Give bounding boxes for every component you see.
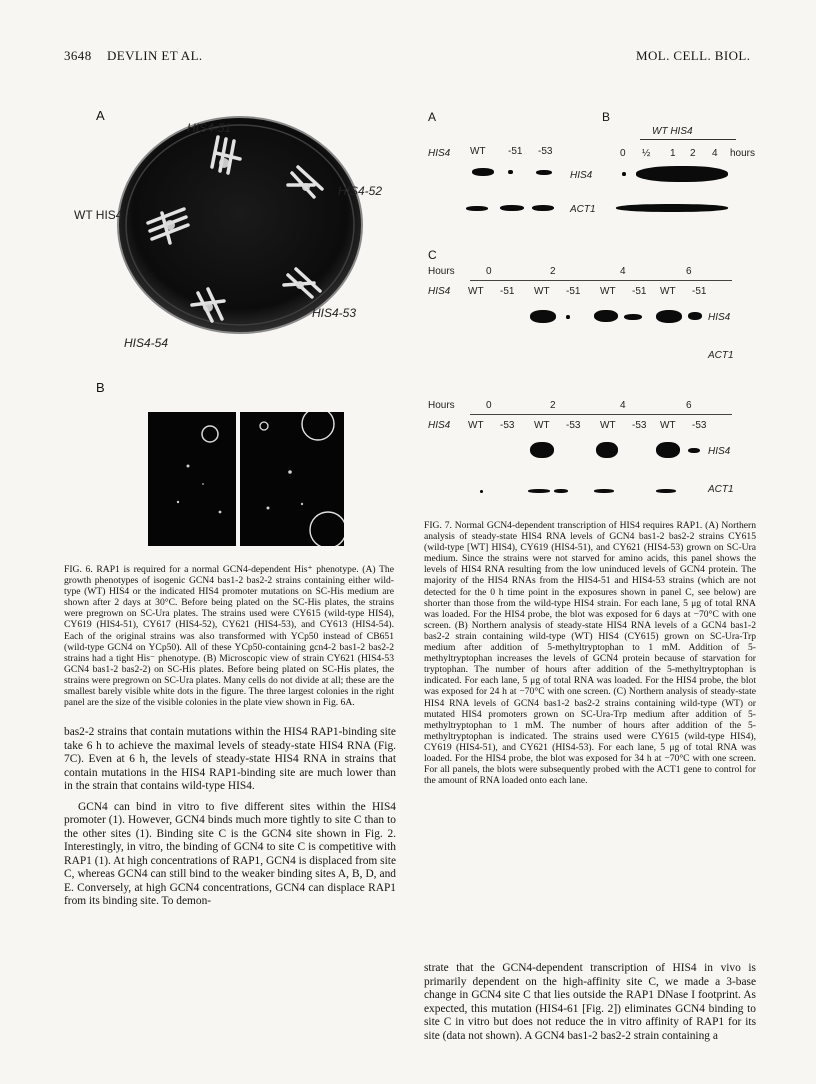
body-right-paragraph-1: strate that the GCN4-dependent transcription of HIS4 in vivo is primarily dependent on the high-affinity site C, we made a 3-base change in GCN4 site C that lies outside the RAP1 DNase I footprint. As expected, this mutation (HIS4-61 [Fig. 2]) eliminates GCN4 binding to site C in vitro but does not reduce the in vitro affinity of RAP1 for its site (data not shown). A GCN4 bas1-2 bas2-2 strain containing a xyxy=(424,962,756,1042)
micrograph-right xyxy=(240,412,344,546)
fig7c-top-band-4h-wt xyxy=(594,310,618,322)
plate-label-his4-53: HIS4-53 xyxy=(312,306,357,320)
fig7a-lane-wt: WT xyxy=(470,146,486,157)
fig7b-title-rule xyxy=(640,139,736,140)
fig7b-band-act1 xyxy=(616,204,728,212)
plate-label-his4-54: HIS4-54 xyxy=(124,336,169,350)
fig7c-bottom-lane-4: -53 xyxy=(566,420,581,431)
fig7c-top-hours-label: Hours xyxy=(428,266,455,277)
micrograph-left xyxy=(148,412,236,546)
fig7b-time-2: 2 xyxy=(690,148,696,159)
journal-name: MOL. CELL. BIOL. xyxy=(636,48,751,63)
running-authors: DEVLIN ET AL. xyxy=(107,48,203,63)
fig7c-bottom-hours-label: Hours xyxy=(428,400,455,411)
fig7c-top-lane-6: -51 xyxy=(632,286,647,297)
fig7c-bottom-act1-2h-53 xyxy=(554,489,568,493)
fig7c-bottom-band-4h-wt xyxy=(596,442,618,458)
fig7c-bottom-his4-right-label: HIS4 xyxy=(708,446,731,457)
fig7c-bottom-time-2: 2 xyxy=(550,400,556,411)
fig7b-time-1: 1 xyxy=(670,148,676,159)
fig7c-bottom-act1-4h xyxy=(594,489,614,493)
fig7c-top-band-6h-wt xyxy=(656,310,682,323)
fig7b-time-half: ½ xyxy=(642,148,651,159)
fig7a-band-act1-53 xyxy=(532,205,554,211)
fig7-caption: FIG. 7. Normal GCN4-dependent transcription of HIS4 requires RAP1. (A) Northern analysis of steady-state HIS4 RNA levels of GCN4 bas1-2 bas2-2 strains CY615 (wild-type [WT] HIS4), CY619 (HIS4-51), and CY621 (HIS4-53) grown on SC-Ura medium. Since the strains were not starved for amino acids, this panel shows the levels of HIS4 RNA resulting from the low uninduced levels of GCN4 protein. The majority of the HIS4 RNAs from the HIS4-51 and HIS4-53 strains (which are not detected for the 0 h time point in the exposures shown in panel C, see below) are shorter than those from the wild-type HIS4 strain. For each lane, 5 μg of total RNA was loaded. For the HIS4 probe, the blot was exposed for 6 days at −70°C with one screen. (B) Northern analysis of steady-state HIS4 RNA levels of a GCN4 bas1-2 bas2-2 strain containing wild-type (WT) HIS4 (CY615) grown on SC-Ura-Trp medium after addition of 5-methyltryptophan to 1 mM. Addition of 5-methyltryptophan increases the levels of GCN4 protein because of starvation for tryptophan. The number of hours after addition of the 5-methyltryptophan is indicated. For each lane, 5 μg of total RNA was loaded. For the HIS4 probe, the blot was exposed for 24 h at −70°C with one screen. (C) Northern analysis of steady-state HIS4 RNA levels of GCN4 bas1-2 bas2-2 strains containing wild-type (WT) or mutated HIS4 promoters grown on SC-Ura-Trp medium after addition of 5-methyltryptophan to 1 mM. The number of hours after addition of the 5-methyltryptophan is indicated. The strains used were CY615 (wild-type HIS4), CY619 (HIS4-51), and CY621 (HIS4-53). For each lane, 5 μg of total RNA was loaded. For the HIS4 probe, the blot was exposed for 34 h at −70°C with one screen. For all panels, the blots were subsequently probed with the ACT1 gene to control for the amount of RNA loaded onto each lane. xyxy=(424,520,756,787)
fig7a-band-act1-wt xyxy=(466,206,488,211)
fig7c-top-band-4h-51 xyxy=(624,314,642,320)
micrograph-left-image xyxy=(148,412,236,546)
fig7c-bottom-lane-1: WT xyxy=(468,420,484,431)
fig7c-top-time-4: 4 xyxy=(620,266,626,277)
fig7c-bottom-time-0: 0 xyxy=(486,400,492,411)
fig7c-top-lane-1: WT xyxy=(468,286,484,297)
fig7b-hours-label: hours xyxy=(730,148,756,159)
plate-label-his4-52: HIS4-52 xyxy=(338,184,383,198)
fig7b-band-his4-induced xyxy=(636,166,728,182)
fig7b-band-his4-0 xyxy=(622,172,626,176)
fig7b-time-0: 0 xyxy=(620,148,626,159)
fig7c-top-lane-5: WT xyxy=(600,286,616,297)
fig7b-title: WT HIS4 xyxy=(652,126,693,137)
fig7a-row-his4: HIS4 xyxy=(428,148,451,159)
plate-label-his4-51: HIS4-51 xyxy=(187,121,232,135)
page-number: 3648 xyxy=(64,48,92,63)
fig7c-bottom-act1-6h xyxy=(656,489,676,493)
fig7c-bottom-band-6h-53 xyxy=(688,448,700,453)
fig7c-top-band-6h-51 xyxy=(688,312,702,320)
fig7c-bottom-lane-8: -53 xyxy=(692,420,707,431)
fig7-panel-c-label: C xyxy=(428,248,437,262)
fig7c-top-rule xyxy=(470,280,732,281)
fig7c-top-lane-2: -51 xyxy=(500,286,515,297)
fig7-blots xyxy=(420,100,765,500)
fig7b-row-his4: HIS4 xyxy=(570,170,593,181)
fig7-panel-a-label: A xyxy=(428,110,437,124)
fig7c-bottom-act1-2h xyxy=(528,489,550,493)
fig7c-bottom-lane-3: WT xyxy=(534,420,550,431)
fig7c-bottom-lane-7: WT xyxy=(660,420,676,431)
fig7a-band-act1-51 xyxy=(500,205,524,211)
fig7c-bottom-lane-5: WT xyxy=(600,420,616,431)
fig7c-bottom-time-6: 6 xyxy=(686,400,692,411)
fig7a-band-his4-wt xyxy=(472,168,494,176)
fig7c-bottom-rule xyxy=(470,414,732,415)
fig7c-top-time-0: 0 xyxy=(486,266,492,277)
fig7c-top-band-2h-51 xyxy=(566,315,570,319)
fig7b-row-act1: ACT1 xyxy=(570,204,596,215)
fig7c-top-his4-right-label: HIS4 xyxy=(708,312,731,323)
plate-label-wt-his4: WT HIS4 xyxy=(74,208,123,222)
fig7c-bottom-row-his4: HIS4 xyxy=(428,420,451,431)
fig7a-lane-53: -53 xyxy=(538,146,553,157)
fig7c-top-lane-7: WT xyxy=(660,286,676,297)
fig7-panel-b-label: B xyxy=(602,110,611,124)
fig7c-bottom-lane-2: -53 xyxy=(500,420,515,431)
fig7c-top-time-2: 2 xyxy=(550,266,556,277)
fig7c-bottom-band-6h-wt xyxy=(656,442,680,458)
fig6-caption: FIG. 6. RAP1 is required for a normal GCN4-dependent His⁺ phenotype. (A) The growth phenotypes of isogenic GCN4 bas1-2 bas2-2 strains containing either wild-type (WT) HIS4 or the indicated HIS4 promoter mutations on SC-His medium are shown after 2 days at 30°C. Before being plated on the SC-His plates, the strains were pregrown on SC-Ura plates. The strains used were CY615 (wild-type HIS4), CY619 (HIS4-51), CY617 (HIS4-52), CY621 (HIS4-53), and CY613 (HIS4-54). Each of the original strains was also transformed with YCp50 instead of CB651 (wild-type GCN4 on YCp50). All of these YCp50-containing gcn4-2 bas1-2 bas2-2 strains had a tight His⁻ phenotype. (B) Microscopic view of strain CY621 (HIS4-53 GCN4 bas1-2 bas2-2) on SC-His plates. Before being plated on SC-His plates, the strains were pregrown on SC-Ura plates. Many cells do not divide at all; these are the smallest barely visible white dots in the figure. The three largest colonies in the right panel are the size of the visible colonies in the plate view shown in Fig. 6A. xyxy=(64,564,394,709)
fig7c-top-lane-8: -51 xyxy=(692,286,707,297)
body-left-column xyxy=(64,726,396,909)
body-left-paragraph-2: GCN4 can bind in vitro to five different sites within the HIS4 promoter (1). However, GCN4 binds much more tightly to site C than to the other sites (1). Binding site C is the GCN4 site shown in Fig. 2. Interestingly, in vitro, the binding of GCN4 to site C is competitive with RAP1 (1). At high concentrations of RAP1, GCN4 is displaced from site C, whereas GCN4 can still bind to the weaker binding sites A, B, D, and E. Conversely, at high GCN4 concentrations, GCN4 can displace RAP1 from its binding site. To demon- xyxy=(64,800,396,907)
fig7c-top-act1-right-label: ACT1 xyxy=(708,350,734,361)
fig7c-top-lane-3: WT xyxy=(534,286,550,297)
fig6-panel-b-label: B xyxy=(96,380,105,395)
body-right-column xyxy=(424,962,756,1043)
fig7c-bottom-act1-0-wt xyxy=(480,490,483,493)
fig7c-top-time-6: 6 xyxy=(686,266,692,277)
fig7b-time-4: 4 xyxy=(712,148,718,159)
fig6-panel-a-label: A xyxy=(96,108,105,123)
fig7a-lane-51: -51 xyxy=(508,146,523,157)
micrograph-right-image xyxy=(240,412,344,546)
fig7a-band-his4-51 xyxy=(508,170,513,174)
body-left-paragraph-1: bas2-2 strains that contain mutations within the HIS4 RAP1-binding site take 6 h to achieve the maximal levels of steady-state HIS4 RNA (Fig. 7C). Even at 6 h, the levels of steady-state HIS4 RNA in strains that contain mutations in the HIS4 RAP1-binding site are much lower than in the strain that contains wild-type HIS4. xyxy=(64,726,396,792)
fig7c-top-lane-4: -51 xyxy=(566,286,581,297)
fig7a-band-his4-53 xyxy=(536,170,552,175)
fig7c-top-row-his4: HIS4 xyxy=(428,286,451,297)
fig7c-bottom-lane-6: -53 xyxy=(632,420,647,431)
fig7c-top-band-2h-wt xyxy=(530,310,556,323)
fig7c-bottom-time-4: 4 xyxy=(620,400,626,411)
fig7c-bottom-act1-right-label: ACT1 xyxy=(708,484,734,495)
fig7c-bottom-band-2h-wt xyxy=(530,442,554,458)
